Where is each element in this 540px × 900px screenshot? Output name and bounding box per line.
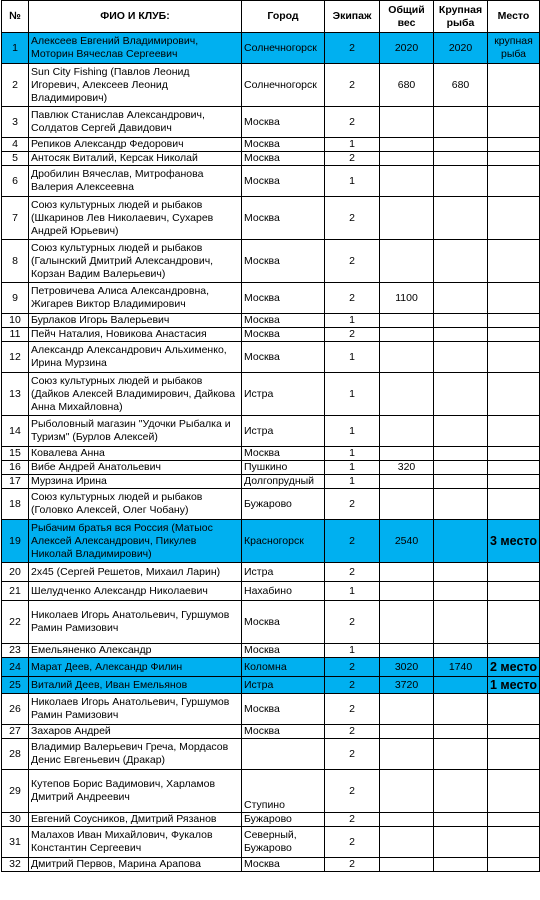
big-fish-cell [434,475,488,489]
city-cell: Бужарово [242,489,325,520]
total-weight-cell: 2020 [380,33,434,64]
big-fish-cell [434,739,488,770]
big-fish-cell [434,644,488,658]
city-cell: Москва [242,447,325,461]
participant-name-cell: Вибе Андрей Анатольевич [29,461,242,475]
big-fish-cell: 2020 [434,33,488,64]
crew-cell: 1 [325,475,380,489]
place-cell [488,827,540,858]
place-cell [488,328,540,342]
big-fish-cell [434,447,488,461]
row-number-cell: 22 [2,601,29,644]
big-fish-cell [434,489,488,520]
participant-name-cell: Павлюк Станислав Александрович, Солдатов Сергей Давидович [29,107,242,138]
participant-name-cell: Рыболовный магазин "Удочки Рыбалка и Туризм" (Бурлов Алексей) [29,416,242,447]
big-fish-cell [434,373,488,416]
place-cell [488,858,540,872]
total-weight-cell [380,475,434,489]
row-number-cell: 5 [2,152,29,166]
participant-name-cell: Пейч Наталия, Новикова Анастасия [29,328,242,342]
city-cell: Москва [242,107,325,138]
row-number-cell: 18 [2,489,29,520]
total-weight-cell [380,328,434,342]
place-cell [488,342,540,373]
total-weight-cell [380,107,434,138]
row-number-cell: 10 [2,314,29,328]
crew-cell: 2 [325,64,380,107]
total-weight-cell [380,858,434,872]
table-row [2,725,540,739]
crew-cell: 1 [325,138,380,152]
row-number-cell: 1 [2,33,29,64]
big-fish-cell [434,166,488,197]
total-weight-cell [380,166,434,197]
city-cell: Северный, Бужарово [242,827,325,858]
row-number-cell: 29 [2,770,29,813]
participant-name-cell: Антосяк Виталий, Керсак Николай [29,152,242,166]
crew-cell: 2 [325,770,380,813]
participant-name-cell: Союз культурных людей и рыбаков (Дайков Алексей Владимирович, Дайкова Анна Михайловна) [29,373,242,416]
city-cell: Пушкино [242,461,325,475]
row-number-cell: 9 [2,283,29,314]
city-cell: Москва [242,601,325,644]
crew-cell: 2 [325,694,380,725]
results-body [2,33,540,872]
participant-name-cell: Шелудченко Александр Николаевич [29,582,242,601]
city-cell: Москва [242,283,325,314]
header-city: Город [242,1,325,33]
participant-name-cell: Репиков Александр Федорович [29,138,242,152]
city-cell: Нахабино [242,582,325,601]
place-cell [488,447,540,461]
table-row [2,827,540,858]
city-cell: Истра [242,373,325,416]
participant-name-cell: Союз культурных людей и рыбаков (Галынский Дмитрий Александрович, Корзан Вадим Валерьевич) [29,240,242,283]
table-row [2,658,540,677]
place-cell: 3 место [488,520,540,563]
total-weight-cell [380,582,434,601]
row-number-cell: 12 [2,342,29,373]
place-cell [488,475,540,489]
header-num: № [2,1,29,33]
city-cell: Бужарово [242,813,325,827]
table-row [2,416,540,447]
participant-name-cell: Петровичева Алиса Александровна, Жигарев Виктор Владимирович [29,283,242,314]
big-fish-cell [434,283,488,314]
table-row [2,240,540,283]
crew-cell: 1 [325,416,380,447]
row-number-cell: 21 [2,582,29,601]
row-number-cell: 24 [2,658,29,677]
table-row [2,582,540,601]
crew-cell: 1 [325,166,380,197]
participant-name-cell: Николаев Игорь Анатольевич, Гуршумов Рамин Рамизович [29,601,242,644]
row-number-cell: 28 [2,739,29,770]
city-cell: Москва [242,138,325,152]
row-number-cell: 2 [2,64,29,107]
big-fish-cell [434,416,488,447]
city-cell: Ступино [242,770,325,813]
total-weight-cell: 2540 [380,520,434,563]
header-name: ФИО И КЛУБ: [29,1,242,33]
big-fish-cell [434,107,488,138]
participant-name-cell: Владимир Валерьевич Греча, Мордасов Денис Евгеньевич (Дракар) [29,739,242,770]
participant-name-cell: Захаров Андрей [29,725,242,739]
crew-cell: 1 [325,373,380,416]
crew-cell: 2 [325,725,380,739]
crew-cell: 2 [325,858,380,872]
place-cell [488,461,540,475]
row-number-cell: 14 [2,416,29,447]
place-cell [488,373,540,416]
table-row [2,328,540,342]
crew-cell: 2 [325,563,380,582]
place-cell [488,644,540,658]
participant-name-cell: Малахов Иван Михайлович, Фукалов Константин Сергеевич [29,827,242,858]
big-fish-cell [434,725,488,739]
row-number-cell: 23 [2,644,29,658]
place-cell: крупная рыба [488,33,540,64]
table-row [2,677,540,694]
table-row [2,770,540,813]
city-cell: Москва [242,725,325,739]
row-number-cell: 11 [2,328,29,342]
crew-cell: 2 [325,328,380,342]
participant-name-cell: Рыбачим братья вся Россия (Матыос Алексей Александрович, Пикулев Николай Владимирович) [29,520,242,563]
place-cell [488,770,540,813]
row-number-cell: 27 [2,725,29,739]
crew-cell: 2 [325,601,380,644]
table-row [2,694,540,725]
table-row [2,475,540,489]
table-row [2,520,540,563]
total-weight-cell [380,447,434,461]
header-row [2,1,540,33]
total-weight-cell [380,739,434,770]
big-fish-cell [434,582,488,601]
row-number-cell: 3 [2,107,29,138]
crew-cell: 2 [325,658,380,677]
city-cell: Долгопрудный [242,475,325,489]
header-crew: Экипаж [325,1,380,33]
big-fish-cell [434,342,488,373]
crew-cell: 1 [325,461,380,475]
row-number-cell: 25 [2,677,29,694]
place-cell [488,601,540,644]
participant-name-cell: Союз культурных людей и рыбаков (Головко Алексей, Олег Чобану) [29,489,242,520]
place-cell [488,283,540,314]
big-fish-cell [434,770,488,813]
table-row [2,644,540,658]
total-weight-cell [380,827,434,858]
big-fish-cell [434,461,488,475]
city-cell: Москва [242,314,325,328]
big-fish-cell: 1740 [434,658,488,677]
city-cell: Москва [242,166,325,197]
city-cell: Москва [242,694,325,725]
crew-cell: 1 [325,447,380,461]
place-cell: 2 место [488,658,540,677]
city-cell: Москва [242,328,325,342]
big-fish-cell [434,197,488,240]
crew-cell: 1 [325,342,380,373]
big-fish-cell [434,677,488,694]
place-cell [488,138,540,152]
total-weight-cell: 3720 [380,677,434,694]
place-cell [488,107,540,138]
place-cell: 1 место [488,677,540,694]
city-cell: Красногорск [242,520,325,563]
big-fish-cell [434,601,488,644]
total-weight-cell [380,240,434,283]
crew-cell: 1 [325,644,380,658]
place-cell [488,152,540,166]
city-cell: Москва [242,240,325,283]
big-fish-cell [434,563,488,582]
table-row [2,858,540,872]
participant-name-cell: Дмитрий Первов, Марина Арапова [29,858,242,872]
participant-name-cell: Алексеев Евгений Владимирович, Моторин Вячеслав Сергеевич [29,33,242,64]
participant-name-cell: Ковалева Анна [29,447,242,461]
city-cell: Коломна [242,658,325,677]
total-weight-cell [380,813,434,827]
place-cell [488,64,540,107]
big-fish-cell: 680 [434,64,488,107]
total-weight-cell [380,644,434,658]
header-big: Крупная рыба [434,1,488,33]
row-number-cell: 13 [2,373,29,416]
header-place: Место [488,1,540,33]
city-cell: Солнечногорск [242,33,325,64]
participant-name-cell: Sun City Fishing (Павлов Леонид Игоревич, Алексеев Леонид Владимирович) [29,64,242,107]
crew-cell: 2 [325,240,380,283]
city-cell: Истра [242,416,325,447]
participant-name-cell: Бурлаков Игорь Валерьевич [29,314,242,328]
header-total: Общий вес [380,1,434,33]
total-weight-cell [380,694,434,725]
city-cell: Истра [242,677,325,694]
total-weight-cell: 3020 [380,658,434,677]
row-number-cell: 15 [2,447,29,461]
row-number-cell: 17 [2,475,29,489]
total-weight-cell [380,563,434,582]
city-cell: Москва [242,197,325,240]
table-row [2,314,540,328]
total-weight-cell [380,314,434,328]
big-fish-cell [434,827,488,858]
row-number-cell: 19 [2,520,29,563]
crew-cell: 2 [325,520,380,563]
crew-cell: 2 [325,677,380,694]
total-weight-cell: 680 [380,64,434,107]
table-row [2,107,540,138]
table-row [2,33,540,64]
crew-cell: 2 [325,739,380,770]
big-fish-cell [434,138,488,152]
place-cell [488,813,540,827]
big-fish-cell [434,694,488,725]
table-row [2,813,540,827]
total-weight-cell [380,416,434,447]
total-weight-cell [380,152,434,166]
total-weight-cell [380,489,434,520]
row-number-cell: 16 [2,461,29,475]
table-row [2,166,540,197]
table-row [2,373,540,416]
table-row [2,601,540,644]
participant-name-cell: Александр Александрович Альхименко, Ирина Мурзина [29,342,242,373]
row-number-cell: 4 [2,138,29,152]
table-row [2,283,540,314]
place-cell [488,416,540,447]
big-fish-cell [434,240,488,283]
place-cell [488,489,540,520]
participant-name-cell: Дробилин Вячеслав, Митрофанова Валерия Алексеевна [29,166,242,197]
city-cell: Москва [242,152,325,166]
big-fish-cell [434,314,488,328]
crew-cell: 2 [325,827,380,858]
table-row [2,739,540,770]
row-number-cell: 6 [2,166,29,197]
place-cell [488,240,540,283]
crew-cell: 2 [325,197,380,240]
place-cell [488,725,540,739]
big-fish-cell [434,520,488,563]
place-cell [488,739,540,770]
participant-name-cell: 2x45 (Сергей Решетов, Михаил Ларин) [29,563,242,582]
table-row [2,138,540,152]
table-row [2,563,540,582]
total-weight-cell [380,138,434,152]
row-number-cell: 30 [2,813,29,827]
row-number-cell: 31 [2,827,29,858]
place-cell [488,694,540,725]
total-weight-cell: 320 [380,461,434,475]
crew-cell: 1 [325,582,380,601]
total-weight-cell [380,770,434,813]
crew-cell: 2 [325,283,380,314]
row-number-cell: 32 [2,858,29,872]
participant-name-cell: Емельяненко Александр [29,644,242,658]
city-cell: Истра [242,563,325,582]
crew-cell: 1 [325,314,380,328]
crew-cell: 2 [325,33,380,64]
participant-name-cell: Кутепов Борис Вадимович, Харламов Дмитрий Андреевич [29,770,242,813]
participant-name-cell: Союз культурных людей и рыбаков (Шкаринов Лев Николаевич, Сухарев Андрей Юрьевич) [29,197,242,240]
crew-cell: 2 [325,813,380,827]
total-weight-cell [380,725,434,739]
participant-name-cell: Виталий Деев, Иван Емельянов [29,677,242,694]
total-weight-cell [380,197,434,240]
table-row [2,461,540,475]
row-number-cell: 8 [2,240,29,283]
participant-name-cell: Евгений Соусников, Дмитрий Рязанов [29,813,242,827]
total-weight-cell: 1100 [380,283,434,314]
city-cell: Москва [242,858,325,872]
crew-cell: 2 [325,152,380,166]
place-cell [488,166,540,197]
crew-cell: 2 [325,489,380,520]
table-row [2,64,540,107]
table-row [2,447,540,461]
total-weight-cell [380,601,434,644]
city-cell: Солнечногорск [242,64,325,107]
place-cell [488,563,540,582]
row-number-cell: 20 [2,563,29,582]
big-fish-cell [434,152,488,166]
big-fish-cell [434,813,488,827]
big-fish-cell [434,858,488,872]
total-weight-cell [380,373,434,416]
table-row [2,342,540,373]
crew-cell: 2 [325,107,380,138]
city-cell: Москва [242,644,325,658]
place-cell [488,197,540,240]
city-cell: Москва [242,342,325,373]
place-cell [488,314,540,328]
total-weight-cell [380,342,434,373]
row-number-cell: 7 [2,197,29,240]
table-row [2,489,540,520]
participant-name-cell: Марат Деев, Александр Филин [29,658,242,677]
results-table [1,0,540,872]
participant-name-cell: Николаев Игорь Анатольевич, Гуршумов Рамин Рамизович [29,694,242,725]
big-fish-cell [434,328,488,342]
participant-name-cell: Мурзина Ирина [29,475,242,489]
city-cell [242,739,325,770]
place-cell [488,582,540,601]
row-number-cell: 26 [2,694,29,725]
table-row [2,197,540,240]
table-row [2,152,540,166]
